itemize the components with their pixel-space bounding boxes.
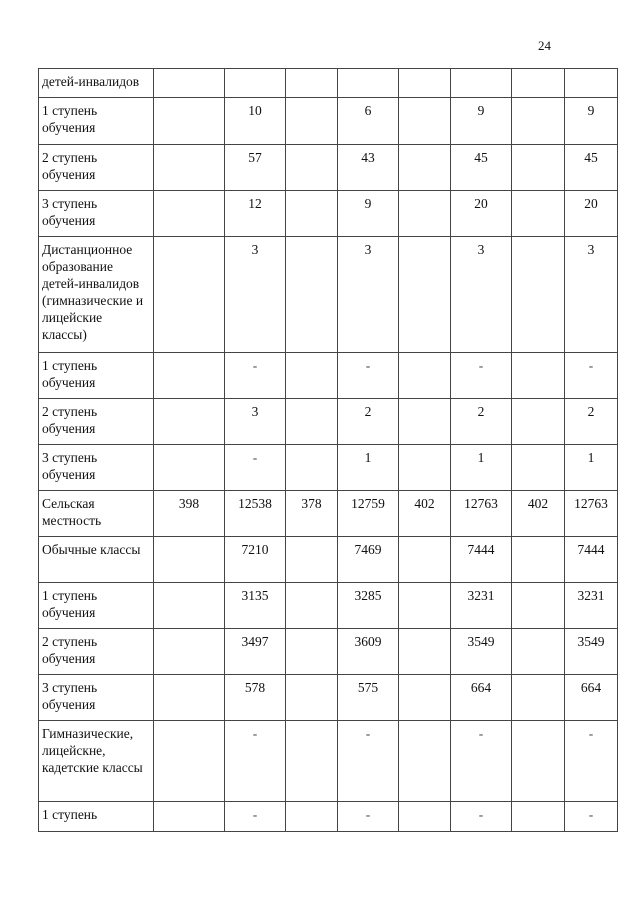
table-cell: - <box>225 353 286 399</box>
table-cell <box>154 237 225 353</box>
table-row <box>39 69 618 98</box>
table-cell <box>512 583 565 629</box>
table-cell <box>451 69 512 98</box>
table-cell: 664 <box>565 675 618 721</box>
table-cell: 10 <box>225 98 286 145</box>
table-cell: 3231 <box>451 583 512 629</box>
table-cell: 7210 <box>225 537 286 583</box>
page-number: 24 <box>538 38 551 53</box>
table-cell: - <box>338 721 399 802</box>
row-label: детей-инвалидов <box>39 69 154 98</box>
table-cell: 378 <box>286 491 338 537</box>
table-cell <box>154 98 225 145</box>
table-cell: 3 <box>451 237 512 353</box>
table-cell <box>286 721 338 802</box>
table-cell: 7469 <box>338 537 399 583</box>
table-cell <box>399 675 451 721</box>
table-cell <box>399 237 451 353</box>
table-row <box>39 802 618 832</box>
table-row <box>39 353 618 399</box>
table-cell: 402 <box>399 491 451 537</box>
table-cell: - <box>565 353 618 399</box>
row-label: Сельская местность <box>39 491 154 537</box>
table-cell: - <box>565 802 618 832</box>
table-cell <box>286 537 338 583</box>
table-cell: - <box>338 802 399 832</box>
table-cell <box>286 675 338 721</box>
table-cell <box>399 583 451 629</box>
table-cell: 3 <box>225 237 286 353</box>
table-cell: - <box>451 353 512 399</box>
table-cell <box>154 583 225 629</box>
table-row <box>39 537 618 583</box>
table-cell <box>154 675 225 721</box>
table-row <box>39 237 618 353</box>
table-cell: - <box>565 721 618 802</box>
table-cell: 3231 <box>565 583 618 629</box>
table-cell <box>286 399 338 445</box>
table-cell: 20 <box>565 191 618 237</box>
table-cell <box>286 237 338 353</box>
table-cell: 9 <box>338 191 399 237</box>
table-cell <box>399 537 451 583</box>
table-row <box>39 98 618 145</box>
table-cell: 575 <box>338 675 399 721</box>
statistics-table <box>38 68 618 832</box>
table-cell: 45 <box>451 145 512 191</box>
table-cell <box>399 69 451 98</box>
table-row <box>39 629 618 675</box>
table-row <box>39 721 618 802</box>
row-label: 3 ступень обучения <box>39 445 154 491</box>
row-label: 1 ступень обучения <box>39 353 154 399</box>
table-cell: 3549 <box>451 629 512 675</box>
table-row <box>39 145 618 191</box>
table-cell: 7444 <box>565 537 618 583</box>
row-label: Обычные классы <box>39 537 154 583</box>
table-cell: 12763 <box>565 491 618 537</box>
row-label: 2 ступень обучения <box>39 629 154 675</box>
table-cell <box>399 353 451 399</box>
table-cell <box>512 675 565 721</box>
table-cell: 3497 <box>225 629 286 675</box>
table-cell <box>154 145 225 191</box>
row-label: Гимназические, лицейскне, кадетские классы <box>39 721 154 802</box>
table-cell: 3135 <box>225 583 286 629</box>
table-cell: 1 <box>338 445 399 491</box>
table-cell: 12538 <box>225 491 286 537</box>
table-cell <box>399 191 451 237</box>
table-cell <box>512 353 565 399</box>
table-cell <box>286 145 338 191</box>
table-cell <box>286 583 338 629</box>
table-cell <box>512 399 565 445</box>
table-cell <box>399 802 451 832</box>
table-cell: 398 <box>154 491 225 537</box>
table-cell: 664 <box>451 675 512 721</box>
table-cell: - <box>451 721 512 802</box>
table-cell <box>565 69 618 98</box>
table-cell <box>286 802 338 832</box>
table-row <box>39 445 618 491</box>
table-row <box>39 675 618 721</box>
table-cell: 1 <box>451 445 512 491</box>
table-cell <box>512 237 565 353</box>
table-cell: 6 <box>338 98 399 145</box>
table-cell <box>512 69 565 98</box>
table-cell: 57 <box>225 145 286 191</box>
table-cell: 578 <box>225 675 286 721</box>
row-label: 3 ступень обучения <box>39 675 154 721</box>
table-cell: - <box>338 353 399 399</box>
table-row <box>39 583 618 629</box>
table-cell <box>338 69 399 98</box>
table-cell: 43 <box>338 145 399 191</box>
table-cell <box>154 721 225 802</box>
table-cell: 2 <box>565 399 618 445</box>
table-cell: 3 <box>225 399 286 445</box>
table-cell: 7444 <box>451 537 512 583</box>
table-cell: 20 <box>451 191 512 237</box>
table-cell <box>286 69 338 98</box>
table-cell <box>154 629 225 675</box>
table-cell <box>154 537 225 583</box>
table-cell: 12763 <box>451 491 512 537</box>
table-cell <box>154 445 225 491</box>
table-row <box>39 399 618 445</box>
table-cell: 1 <box>565 445 618 491</box>
table-cell: - <box>225 802 286 832</box>
table-cell <box>399 98 451 145</box>
table-cell <box>286 353 338 399</box>
table-cell <box>154 69 225 98</box>
table-cell <box>512 145 565 191</box>
table-cell <box>512 721 565 802</box>
table-cell <box>512 802 565 832</box>
table-cell <box>154 802 225 832</box>
table-cell <box>512 629 565 675</box>
row-label: 3 ступень обучения <box>39 191 154 237</box>
table-cell <box>286 191 338 237</box>
table-cell <box>286 445 338 491</box>
table-cell: - <box>225 721 286 802</box>
table-cell: 2 <box>451 399 512 445</box>
table-cell: 12 <box>225 191 286 237</box>
table-cell: 3 <box>565 237 618 353</box>
table-cell: 9 <box>451 98 512 145</box>
table-cell: 45 <box>565 145 618 191</box>
table-cell <box>512 191 565 237</box>
row-label: 1 ступень обучения <box>39 98 154 145</box>
table-cell: - <box>451 802 512 832</box>
table-cell: 2 <box>338 399 399 445</box>
table-cell <box>225 69 286 98</box>
row-label: 1 ступень <box>39 802 154 832</box>
table-cell: - <box>225 445 286 491</box>
table-cell <box>512 98 565 145</box>
table-cell: 402 <box>512 491 565 537</box>
table-cell <box>399 145 451 191</box>
table-cell <box>512 445 565 491</box>
table-cell: 9 <box>565 98 618 145</box>
table-cell: 3609 <box>338 629 399 675</box>
table-row <box>39 491 618 537</box>
table-cell <box>154 353 225 399</box>
table-cell <box>286 629 338 675</box>
row-label: Дистанционное образование детей-инвалидов (гимназические и лицейские классы) <box>39 237 154 353</box>
table-cell <box>399 399 451 445</box>
row-label: 2 ступень обучения <box>39 145 154 191</box>
row-label: 1 ступень обучения <box>39 583 154 629</box>
table-cell <box>154 399 225 445</box>
table-cell <box>399 721 451 802</box>
table-cell <box>154 191 225 237</box>
table-cell <box>399 445 451 491</box>
table-cell <box>399 629 451 675</box>
table-cell: 12759 <box>338 491 399 537</box>
row-label: 2 ступень обучения <box>39 399 154 445</box>
table-cell: 3549 <box>565 629 618 675</box>
table-cell <box>512 537 565 583</box>
table-row <box>39 191 618 237</box>
table-cell: 3 <box>338 237 399 353</box>
table-cell <box>286 98 338 145</box>
table-cell: 3285 <box>338 583 399 629</box>
